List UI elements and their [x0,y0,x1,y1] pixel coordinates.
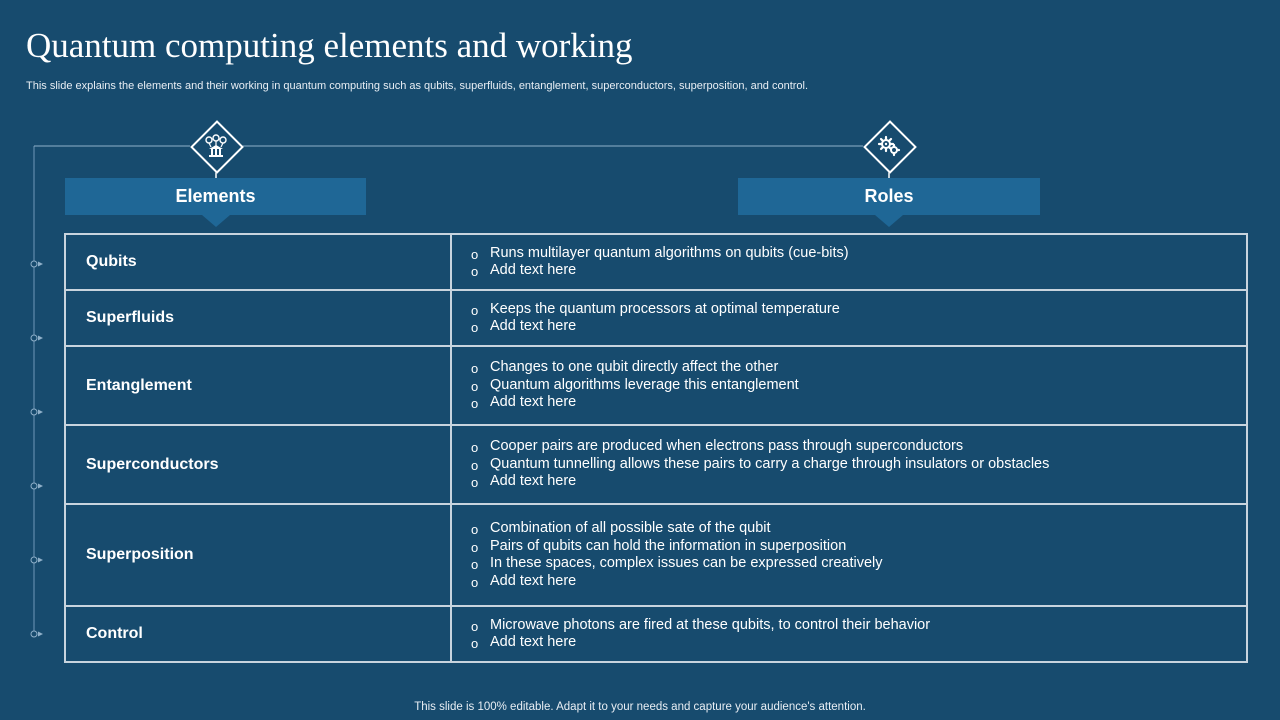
element-name-cell: Entanglement [65,346,451,425]
roles-cell [451,346,1247,425]
slide-title: Quantum computing elements and working [26,26,633,65]
timeline-arrow-icon [38,336,43,341]
slide-footer: This slide is 100% editable. Adapt it to your needs and capture your audience's attention. [414,701,866,713]
element-name-cell: Superposition [65,504,451,606]
role-bullet-item: o Combination of all possible sate of the qubit [468,520,1246,538]
timeline-dot [31,335,37,341]
role-bullet-item: o Runs multilayer quantum algorithms on qubits (cue-bits) [468,245,1246,263]
table-row [65,234,1247,290]
slide-subtitle: This slide explains the elements and their working in quantum computing such as qubits, superfluids, entanglement, superconductors, superposition, and control. [26,80,809,92]
elements-header-label: Elements [175,186,256,206]
table-row [65,606,1247,662]
table-row [65,290,1247,346]
roles-cell [451,425,1247,504]
roles-list [468,617,1246,652]
element-name-cell: Control [65,606,451,662]
roles-header-label: Roles [864,186,914,206]
timeline-arrow-icon [38,558,43,563]
timeline-arrow-icon [38,262,43,267]
timeline-dot [31,557,37,563]
timeline-arrow-icon [38,484,43,489]
role-bullet-item: o Quantum algorithms leverage this entanglement [468,377,1246,395]
role-bullet-item: o Add text here [468,318,1246,336]
element-name-cell: Superconductors [65,425,451,504]
roles-list [468,520,1246,590]
table-row [65,504,1247,606]
role-bullet-item: o Add text here [468,573,1246,591]
timeline-dot [31,261,37,267]
role-bullet-item: o Cooper pairs are produced when electrons pass through superconductors [468,438,1246,456]
gears-icon [863,120,915,172]
elements-roles-table [64,233,1248,663]
element-name-cell: Superfluids [65,290,451,346]
roles-list [468,301,1246,336]
roles-cell [451,234,1247,290]
roles-cell [451,290,1247,346]
roles-list [468,438,1246,491]
roles-list [468,245,1246,280]
role-bullet-item: o Keeps the quantum processors at optimal temperature [468,301,1246,319]
role-bullet-item: o Changes to one qubit directly affect the other [468,359,1246,377]
role-bullet-item: o Add text here [468,634,1246,652]
role-bullet-item: o Add text here [468,473,1246,491]
roles-cell [451,606,1247,662]
table-row [65,346,1247,425]
building-network-icon [190,120,242,172]
role-bullet-item: o In these spaces, complex issues can be expressed creatively [468,555,1246,573]
role-bullet-item: o Add text here [468,394,1246,412]
role-bullet-item: o Microwave photons are fired at these qubits, to control their behavior [468,617,1246,635]
timeline-arrow-icon [38,632,43,637]
table-row [65,425,1247,504]
timeline-dot [31,631,37,637]
role-bullet-item: o Pairs of qubits can hold the information in superposition [468,538,1246,556]
roles-header [738,178,1040,215]
timeline-dot [31,409,37,415]
roles-cell [451,504,1247,606]
role-bullet-item: o Quantum tunnelling allows these pairs to carry a charge through insulators or obstacles [468,456,1246,474]
element-name-cell: Qubits [65,234,451,290]
roles-list [468,359,1246,412]
elements-header [65,178,366,215]
timeline-arrow-icon [38,410,43,415]
role-bullet-item: o Add text here [468,262,1246,280]
timeline-dot [31,483,37,489]
